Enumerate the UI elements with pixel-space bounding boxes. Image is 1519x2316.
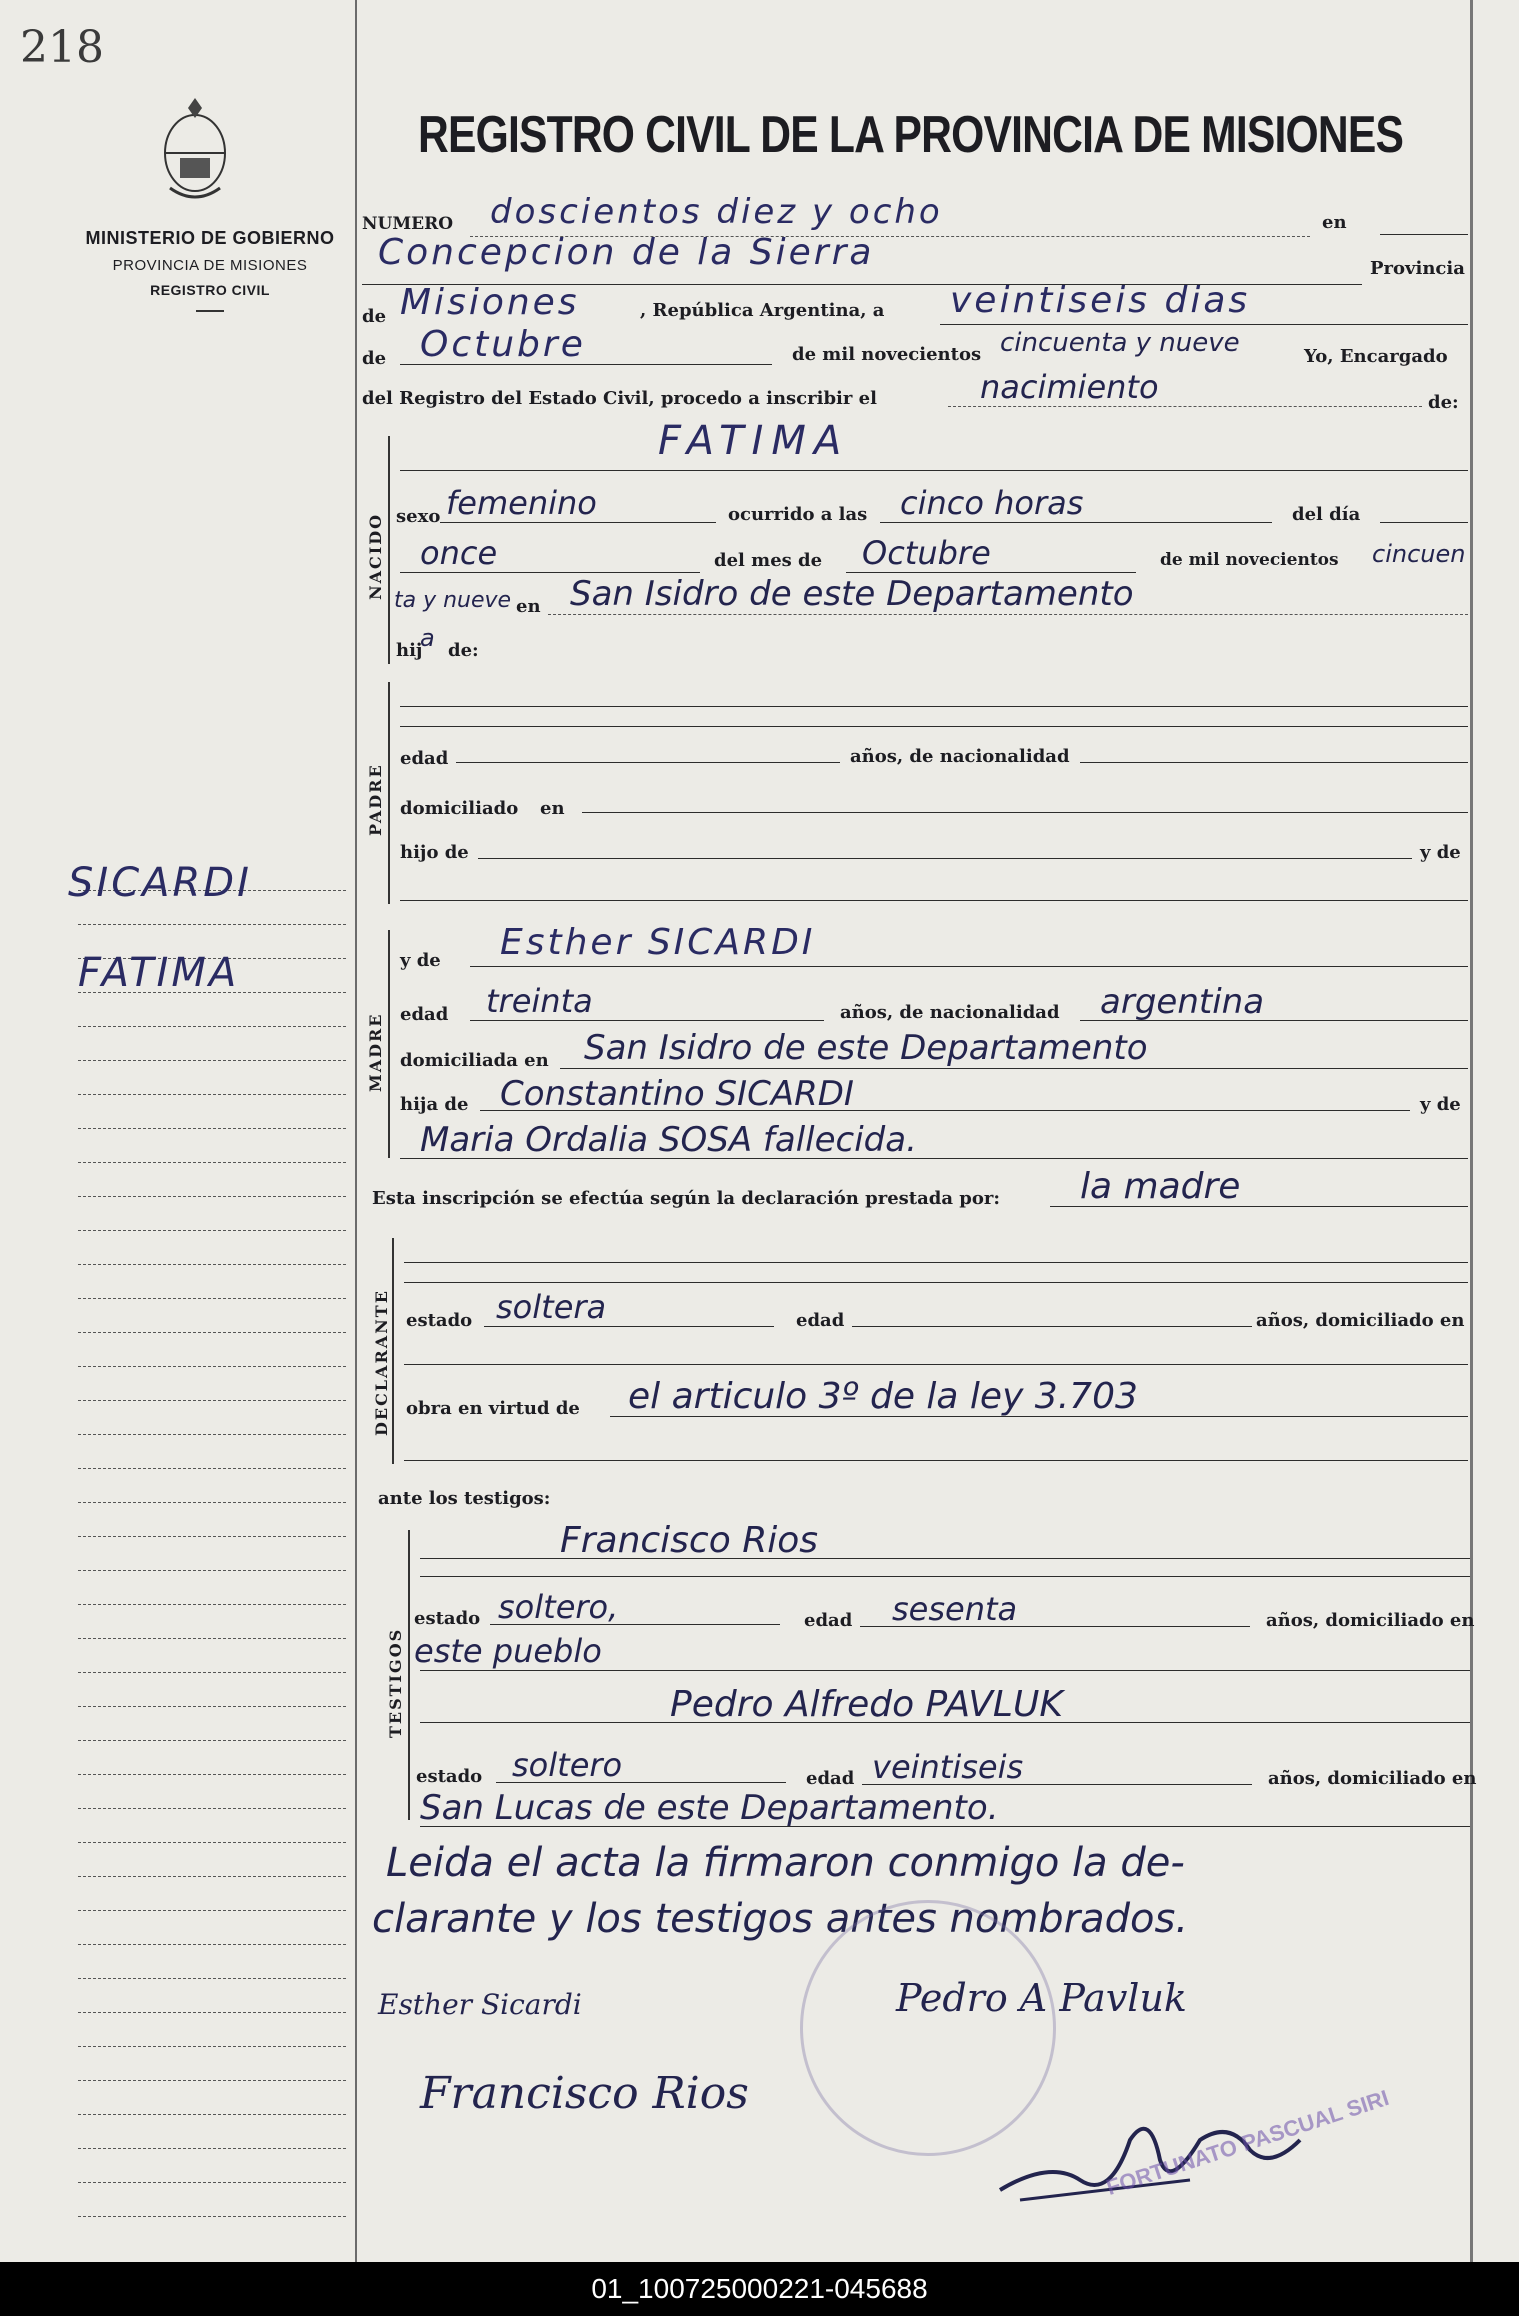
label-de-mil: de mil novecientos: [792, 344, 982, 365]
field-t2-estado: soltero: [512, 1746, 623, 1784]
field-sexo: femenino: [446, 484, 597, 522]
label-padre-nac: años, de nacionalidad: [850, 746, 1070, 767]
label-decl-edad: edad: [796, 1310, 845, 1331]
label-provincia: Provincia: [1370, 258, 1465, 279]
margin-line: [78, 1162, 346, 1163]
label-inscripcion: Esta inscripción se efectúa según la declaración prestada por:: [372, 1188, 1001, 1209]
line-t1-edad: [860, 1626, 1250, 1627]
margin-line: [78, 924, 346, 925]
line-t2-nombre: [420, 1722, 1470, 1723]
field-decl-ley: el articulo 3º de la ley 3.703: [628, 1376, 1138, 1417]
field-anio-nac-b: ta y nueve: [394, 588, 512, 613]
signature-francisco-rios: Francisco Rios: [420, 2068, 749, 2119]
argentine-coat-of-arms-icon: [150, 88, 240, 208]
page-number: 218: [20, 22, 104, 73]
field-anio-nac-a: cincuen: [1372, 540, 1466, 568]
margin-line: [78, 1774, 346, 1775]
field-numero: doscientos diez y ocho: [490, 192, 943, 232]
line-sexo: [440, 522, 716, 523]
label-madre-edad: edad: [400, 1004, 449, 1025]
section-declarante: DECLARANTE: [372, 1289, 391, 1436]
label-de-1: de: [362, 306, 387, 327]
field-madre-madre: Maria Ordalia SOSA fallecida.: [420, 1120, 917, 1160]
label-ocurrido: ocurrido a las: [728, 504, 868, 525]
label-madre-hija: hija de: [400, 1094, 469, 1115]
margin-line: [78, 2012, 346, 2013]
label-de-mil-2: de mil novecientos: [1160, 550, 1339, 570]
line-hora: [880, 522, 1272, 523]
field-madre-edad: treinta: [486, 982, 593, 1020]
label-en: en: [1322, 212, 1347, 233]
field-acto: nacimiento: [980, 368, 1159, 406]
margin-line: [78, 1298, 346, 1299]
margin-line: [78, 1468, 346, 1469]
line-nombre: [400, 470, 1468, 471]
label-republica: , República Argentina, a: [640, 300, 885, 321]
line-t2-dom: [420, 1826, 1470, 1827]
margin-line: [78, 2148, 346, 2149]
ministry-name: MINISTERIO DE GOBIERNO: [85, 228, 335, 248]
label-sexo: sexo: [396, 506, 441, 527]
official-stamp: FORTUNATO PASCUAL SIRI: [1103, 2084, 1392, 2201]
margin-line: [78, 1672, 346, 1673]
field-hija-letra: a: [420, 624, 435, 652]
line-dia: [940, 324, 1468, 325]
field-madre-nombre: Esther SICARDI: [500, 922, 816, 963]
field-lugar: Concepcion de la Sierra: [378, 232, 875, 273]
label-t1-estado: estado: [414, 1608, 481, 1629]
line-t1-dom: [420, 1670, 1470, 1671]
line-obra: [610, 1416, 1468, 1417]
line-madre-dom: [560, 1068, 1468, 1069]
section-padre: PADRE: [366, 763, 385, 836]
bracket-nacido: [388, 436, 390, 664]
label-t1-anos: años, domiciliado en: [1266, 1610, 1475, 1631]
margin-line: [78, 1570, 346, 1571]
ministry-header: [60, 228, 360, 312]
label-yo-encargado: Yo, Encargado: [1304, 346, 1448, 367]
margin-line: [78, 1536, 346, 1537]
line-lugar-nac: [548, 614, 1468, 615]
margin-line: [78, 1230, 346, 1231]
margin-line: [78, 1196, 346, 1197]
label-de-colon: de:: [1428, 392, 1459, 413]
margin-line: [78, 2046, 346, 2047]
margin-line: [78, 1502, 346, 1503]
label-padre-edad: edad: [400, 748, 449, 769]
margin-given-name: FATIMA: [78, 950, 240, 996]
label-madre-nac: años, de nacionalidad: [840, 1002, 1060, 1023]
field-t1-estado: soltero,: [498, 1588, 619, 1626]
label-decl-anos: años, domiciliado en: [1256, 1310, 1465, 1331]
margin-line: [78, 1434, 346, 1435]
line-padre-1: [400, 706, 1468, 707]
label-padre-y-de: y de: [1420, 842, 1461, 863]
field-madre-padre: Constantino SICARDI: [500, 1074, 854, 1114]
field-declarante: la madre: [1080, 1166, 1241, 1207]
section-nacido: NACIDO: [366, 512, 385, 600]
line-acto: [948, 406, 1422, 407]
label-madre-y-de: y de: [400, 950, 441, 971]
label-de-2: de: [362, 348, 387, 369]
section-madre: MADRE: [366, 1012, 385, 1092]
line-decl-2: [404, 1282, 1468, 1283]
field-t1-nombre: Francisco Rios: [560, 1520, 818, 1561]
margin-line: [78, 1094, 346, 1095]
margin-line: [78, 1060, 346, 1061]
line-del-dia: [1380, 522, 1468, 523]
line-madre-nac: [1080, 1020, 1468, 1021]
bracket-testigos: [408, 1530, 410, 1820]
label-madre-y-de-2: y de: [1420, 1094, 1461, 1115]
label-t2-estado: estado: [416, 1766, 483, 1787]
margin-line: [78, 1944, 346, 1945]
line-madre-edad: [470, 1020, 824, 1021]
line-t1-nombre-2: [420, 1576, 1470, 1577]
header-dash: [196, 310, 224, 312]
margin-line: [78, 1264, 346, 1265]
field-dia: veintiseis dias: [950, 280, 1251, 321]
field-t1-dom: este pueblo: [414, 1632, 602, 1670]
line-decl-4: [404, 1460, 1468, 1461]
line-padre-hijo: [478, 858, 1412, 859]
label-obra: obra en virtud de: [406, 1398, 580, 1419]
field-nombre: FATIMA: [658, 418, 850, 464]
field-dia-nac: once: [420, 534, 498, 572]
label-t2-anos: años, domiciliado en: [1268, 1768, 1477, 1789]
page-right-edge: [1470, 0, 1473, 2262]
field-t2-dom: San Lucas de este Departamento.: [420, 1788, 999, 1828]
registry-name: REGISTRO CIVIL: [150, 282, 270, 298]
label-del-registro: del Registro del Estado Civil, procedo a inscribir el: [362, 388, 877, 409]
line-padre-nac: [1080, 762, 1468, 763]
margin-line: [78, 2182, 346, 2183]
margin-surname: SICARDI: [68, 860, 252, 906]
line-declarante: [1050, 1206, 1468, 1207]
bracket-madre: [388, 930, 390, 1158]
margin-line: [78, 1740, 346, 1741]
margin-line: [78, 1876, 346, 1877]
line-decl-edad: [852, 1326, 1252, 1327]
margin-line: [78, 1842, 346, 1843]
margin-line: [78, 2216, 346, 2217]
document-title: REGISTRO CIVIL DE LA PROVINCIA DE MISIONES: [418, 106, 1404, 164]
margin-line: [78, 1400, 346, 1401]
section-testigos: TESTIGOS: [386, 1627, 405, 1738]
field-madre-nac: argentina: [1100, 982, 1265, 1022]
margin-line: [78, 2080, 346, 2081]
field-t2-edad: veintiseis: [872, 1748, 1024, 1786]
margin-line: [78, 1638, 346, 1639]
bracket-declarante: [392, 1238, 394, 1464]
closing-line-2: clarante y los testigos antes nombrados.: [372, 1896, 1189, 1942]
line-decl-estado: [484, 1326, 774, 1327]
label-decl-estado: estado: [406, 1310, 473, 1331]
margin-line: [78, 2114, 346, 2115]
field-anio: cincuenta y nueve: [1000, 328, 1240, 358]
line-decl-3: [404, 1364, 1468, 1365]
label-numero: NUMERO: [362, 214, 454, 234]
margin-line: [78, 1332, 346, 1333]
province-name: PROVINCIA DE MISIONES: [112, 257, 308, 274]
line-mes-nac: [846, 572, 1136, 573]
field-t1-edad: sesenta: [892, 1590, 1018, 1628]
footer-id: 01_100725000221-045688: [0, 2262, 1519, 2316]
line-mes: [400, 364, 772, 365]
line-padre-3: [400, 900, 1468, 901]
margin-line: [78, 1366, 346, 1367]
line-madre-madre: [400, 1158, 1468, 1159]
field-lugar-nac: San Isidro de este Departamento: [570, 574, 1134, 614]
margin-line: [78, 1808, 346, 1809]
margin-line: [78, 1604, 346, 1605]
margin-line: [78, 1910, 346, 1911]
closing-line-1: Leida el acta la firmaron conmigo la de-: [386, 1840, 1185, 1886]
margin-line: [78, 1978, 346, 1979]
label-en-2: en: [516, 596, 541, 617]
label-t2-edad: edad: [806, 1768, 855, 1789]
line-padre-2: [400, 726, 1468, 727]
margin-line: [78, 1128, 346, 1129]
line-madre-padre: [480, 1110, 1410, 1111]
field-madre-dom: San Isidro de este Departamento: [584, 1028, 1148, 1068]
label-madre-dom: domiciliada en: [400, 1050, 549, 1071]
label-del-mes: del mes de: [714, 550, 823, 571]
line-t1-estado: [490, 1624, 780, 1625]
field-mes-nac: Octubre: [862, 534, 991, 572]
label-padre-en: en: [540, 798, 565, 819]
field-t2-nombre: Pedro Alfredo PAVLUK: [670, 1684, 1063, 1725]
margin-line: [78, 1026, 346, 1027]
bracket-padre: [388, 682, 390, 904]
line-en: [1380, 234, 1468, 235]
label-ante: ante los testigos:: [378, 1488, 551, 1509]
line-t1-nombre: [420, 1558, 1470, 1559]
line-t2-edad: [862, 1784, 1252, 1785]
line-padre-dom: [582, 812, 1468, 813]
field-decl-estado: soltera: [496, 1288, 607, 1326]
line-dia-nac: [400, 572, 700, 573]
field-hora: cinco horas: [900, 484, 1084, 522]
signature-esther-sicardi: Esther Sicardi: [378, 1988, 582, 2021]
line-padre-edad: [456, 762, 840, 763]
label-del-dia: del día: [1292, 504, 1361, 525]
label-t1-edad: edad: [804, 1610, 853, 1631]
line-madre-nombre: [470, 966, 1468, 967]
label-padre-dom: domiciliado: [400, 798, 519, 819]
label-hija-de: de:: [448, 640, 479, 661]
label-padre-hijo: hijo de: [400, 842, 469, 863]
margin-divider: [355, 0, 357, 2262]
field-mes: Octubre: [420, 324, 586, 365]
margin-line: [78, 1706, 346, 1707]
label-hij: hij: [396, 640, 423, 661]
line-decl-1: [404, 1262, 1468, 1263]
signature-pedro-pavluk: Pedro A Pavluk: [896, 1976, 1187, 2020]
line-t2-estado: [496, 1782, 786, 1783]
field-provincia: Misiones: [400, 282, 580, 323]
